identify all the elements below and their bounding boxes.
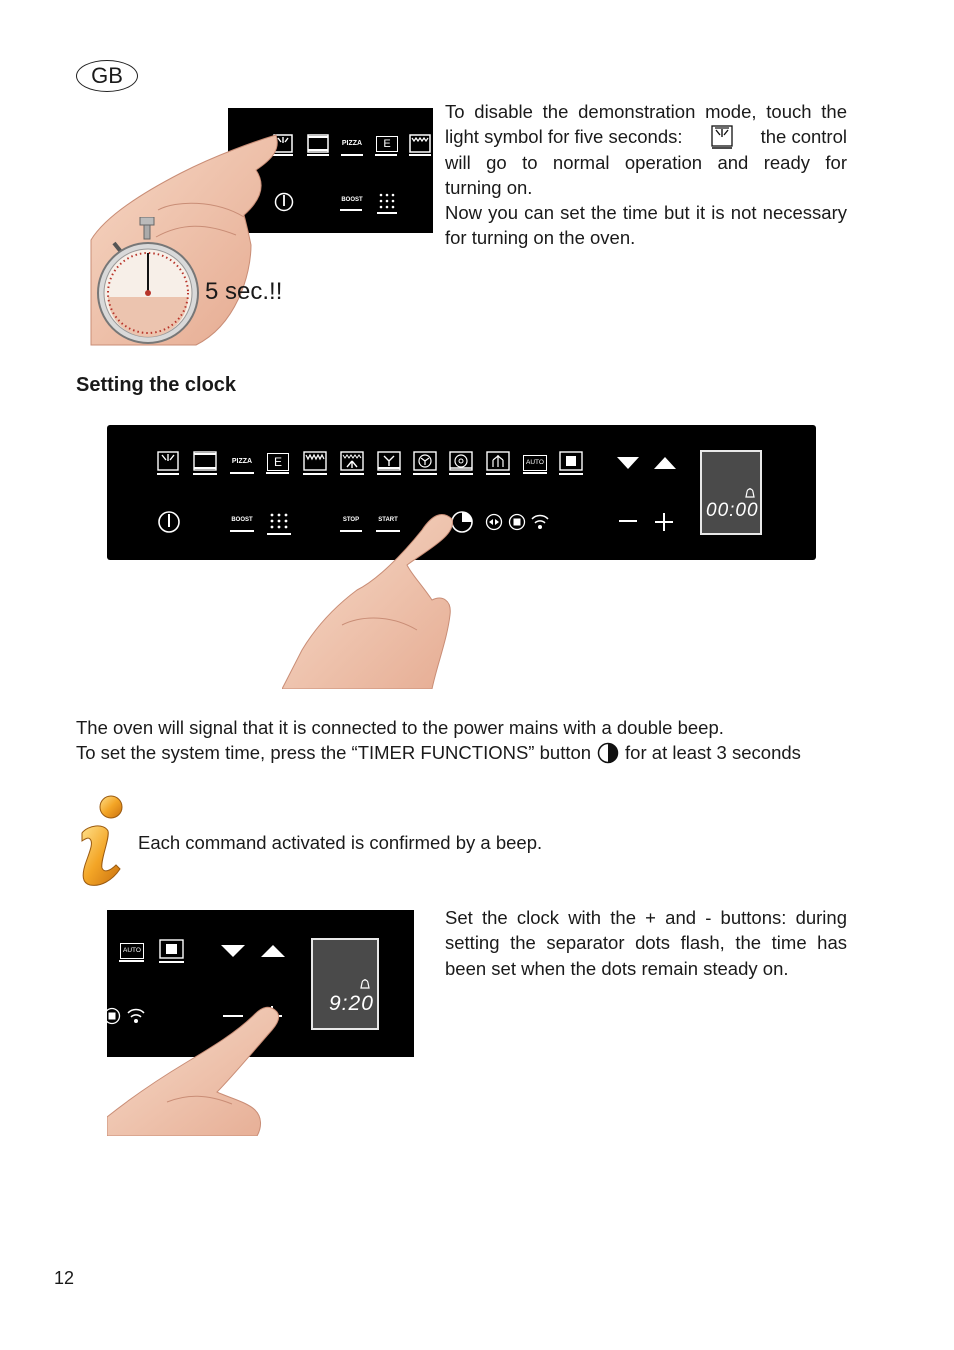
arrow-up-icon[interactable] [653,456,677,470]
pizza-underline [230,472,254,474]
auto-label: AUTO [523,455,547,471]
fan-grill-icon [340,451,364,475]
timer-instruction-paragraph [76,715,866,766]
para-text: for at least 3 seconds [625,742,801,764]
auto-underline [523,472,547,474]
power-icon[interactable] [157,510,181,534]
para-line: To disable the demonstration mode, touch the [445,101,847,122]
para-text: the control [760,126,847,148]
para-line: The oven will signal that it is connected to the power mains with a double beep. [76,717,724,738]
para-text: light symbol for five seconds: [445,126,683,148]
plus-icon[interactable] [655,513,673,531]
para-line: setting the separator dots flash, the time has [445,932,847,954]
arrow-down-icon[interactable] [616,456,640,470]
para-line: been set when the dots remain steady on. [445,957,789,979]
para-line: will go to normal operation and ready for [445,151,847,173]
static-heat-icon [193,451,217,475]
duration-icon[interactable] [485,513,503,531]
set-clock-paragraph [445,905,847,981]
clock-display [311,938,379,1030]
eco-label: E [376,136,398,152]
timer-functions-icon [597,742,619,764]
para-line: turning on. [445,176,533,198]
hand-illustration [282,505,467,689]
clock-display [700,450,762,535]
region-badge: GB [76,60,138,92]
info-note-text: Each command activated is confirmed by a beep. [138,832,543,853]
para-line [445,124,847,149]
boost-label: BOOST [231,517,253,523]
demo-mode-illustration [86,105,436,350]
stop-label[interactable]: STOP [342,517,360,523]
para-text: To set the system time, press the “TIMER FUNCTIONS” button [76,742,592,764]
hand-illustration [107,1002,282,1136]
stop-square-icon [559,451,583,475]
auto-label: AUTO [120,943,144,959]
end-time-icon[interactable] [508,513,526,531]
arrow-down-icon[interactable] [220,944,246,958]
eco-underline [266,472,289,474]
probe-wireless-icon[interactable] [530,512,550,532]
eco-label: E [267,453,289,471]
auto-underline [119,960,144,962]
pizza-label: PIZZA [231,458,253,465]
light-icon [157,451,179,475]
fan-bottom-heat-icon [377,451,401,475]
fan-ring-icon [449,451,473,475]
para-line: for turning on the oven. [445,227,636,249]
clock-digits: 00:00 [706,500,759,521]
para-line [76,740,866,765]
light-symbol-icon [711,125,733,149]
stopwatch-label: 5 sec.!! [205,278,283,305]
demo-mode-paragraph [445,99,847,251]
para-line: Now you can set the time but it is not necessary [445,202,847,224]
grill-icon [303,451,327,475]
stopwatch-icon [96,217,201,352]
info-icon [76,793,130,890]
fan-oven-icon [413,451,437,475]
start-label[interactable]: START [378,517,398,523]
stop-square-icon [159,939,184,963]
bell-icon [359,978,371,990]
arrow-up-icon[interactable] [260,944,286,958]
page-number: 12 [54,1268,75,1288]
bell-icon [744,487,756,499]
para-line: Set the clock with the + and - buttons: during [445,907,847,928]
clock-digits: 9:20 [329,992,374,1015]
pyrolytic-icon [486,451,510,475]
minus-icon[interactable] [619,519,637,523]
section-heading: Setting the clock [76,374,237,396]
boost-underline [230,530,254,532]
boost-label: BOOST [341,197,363,203]
pizza-label: PIZZA [341,140,363,147]
